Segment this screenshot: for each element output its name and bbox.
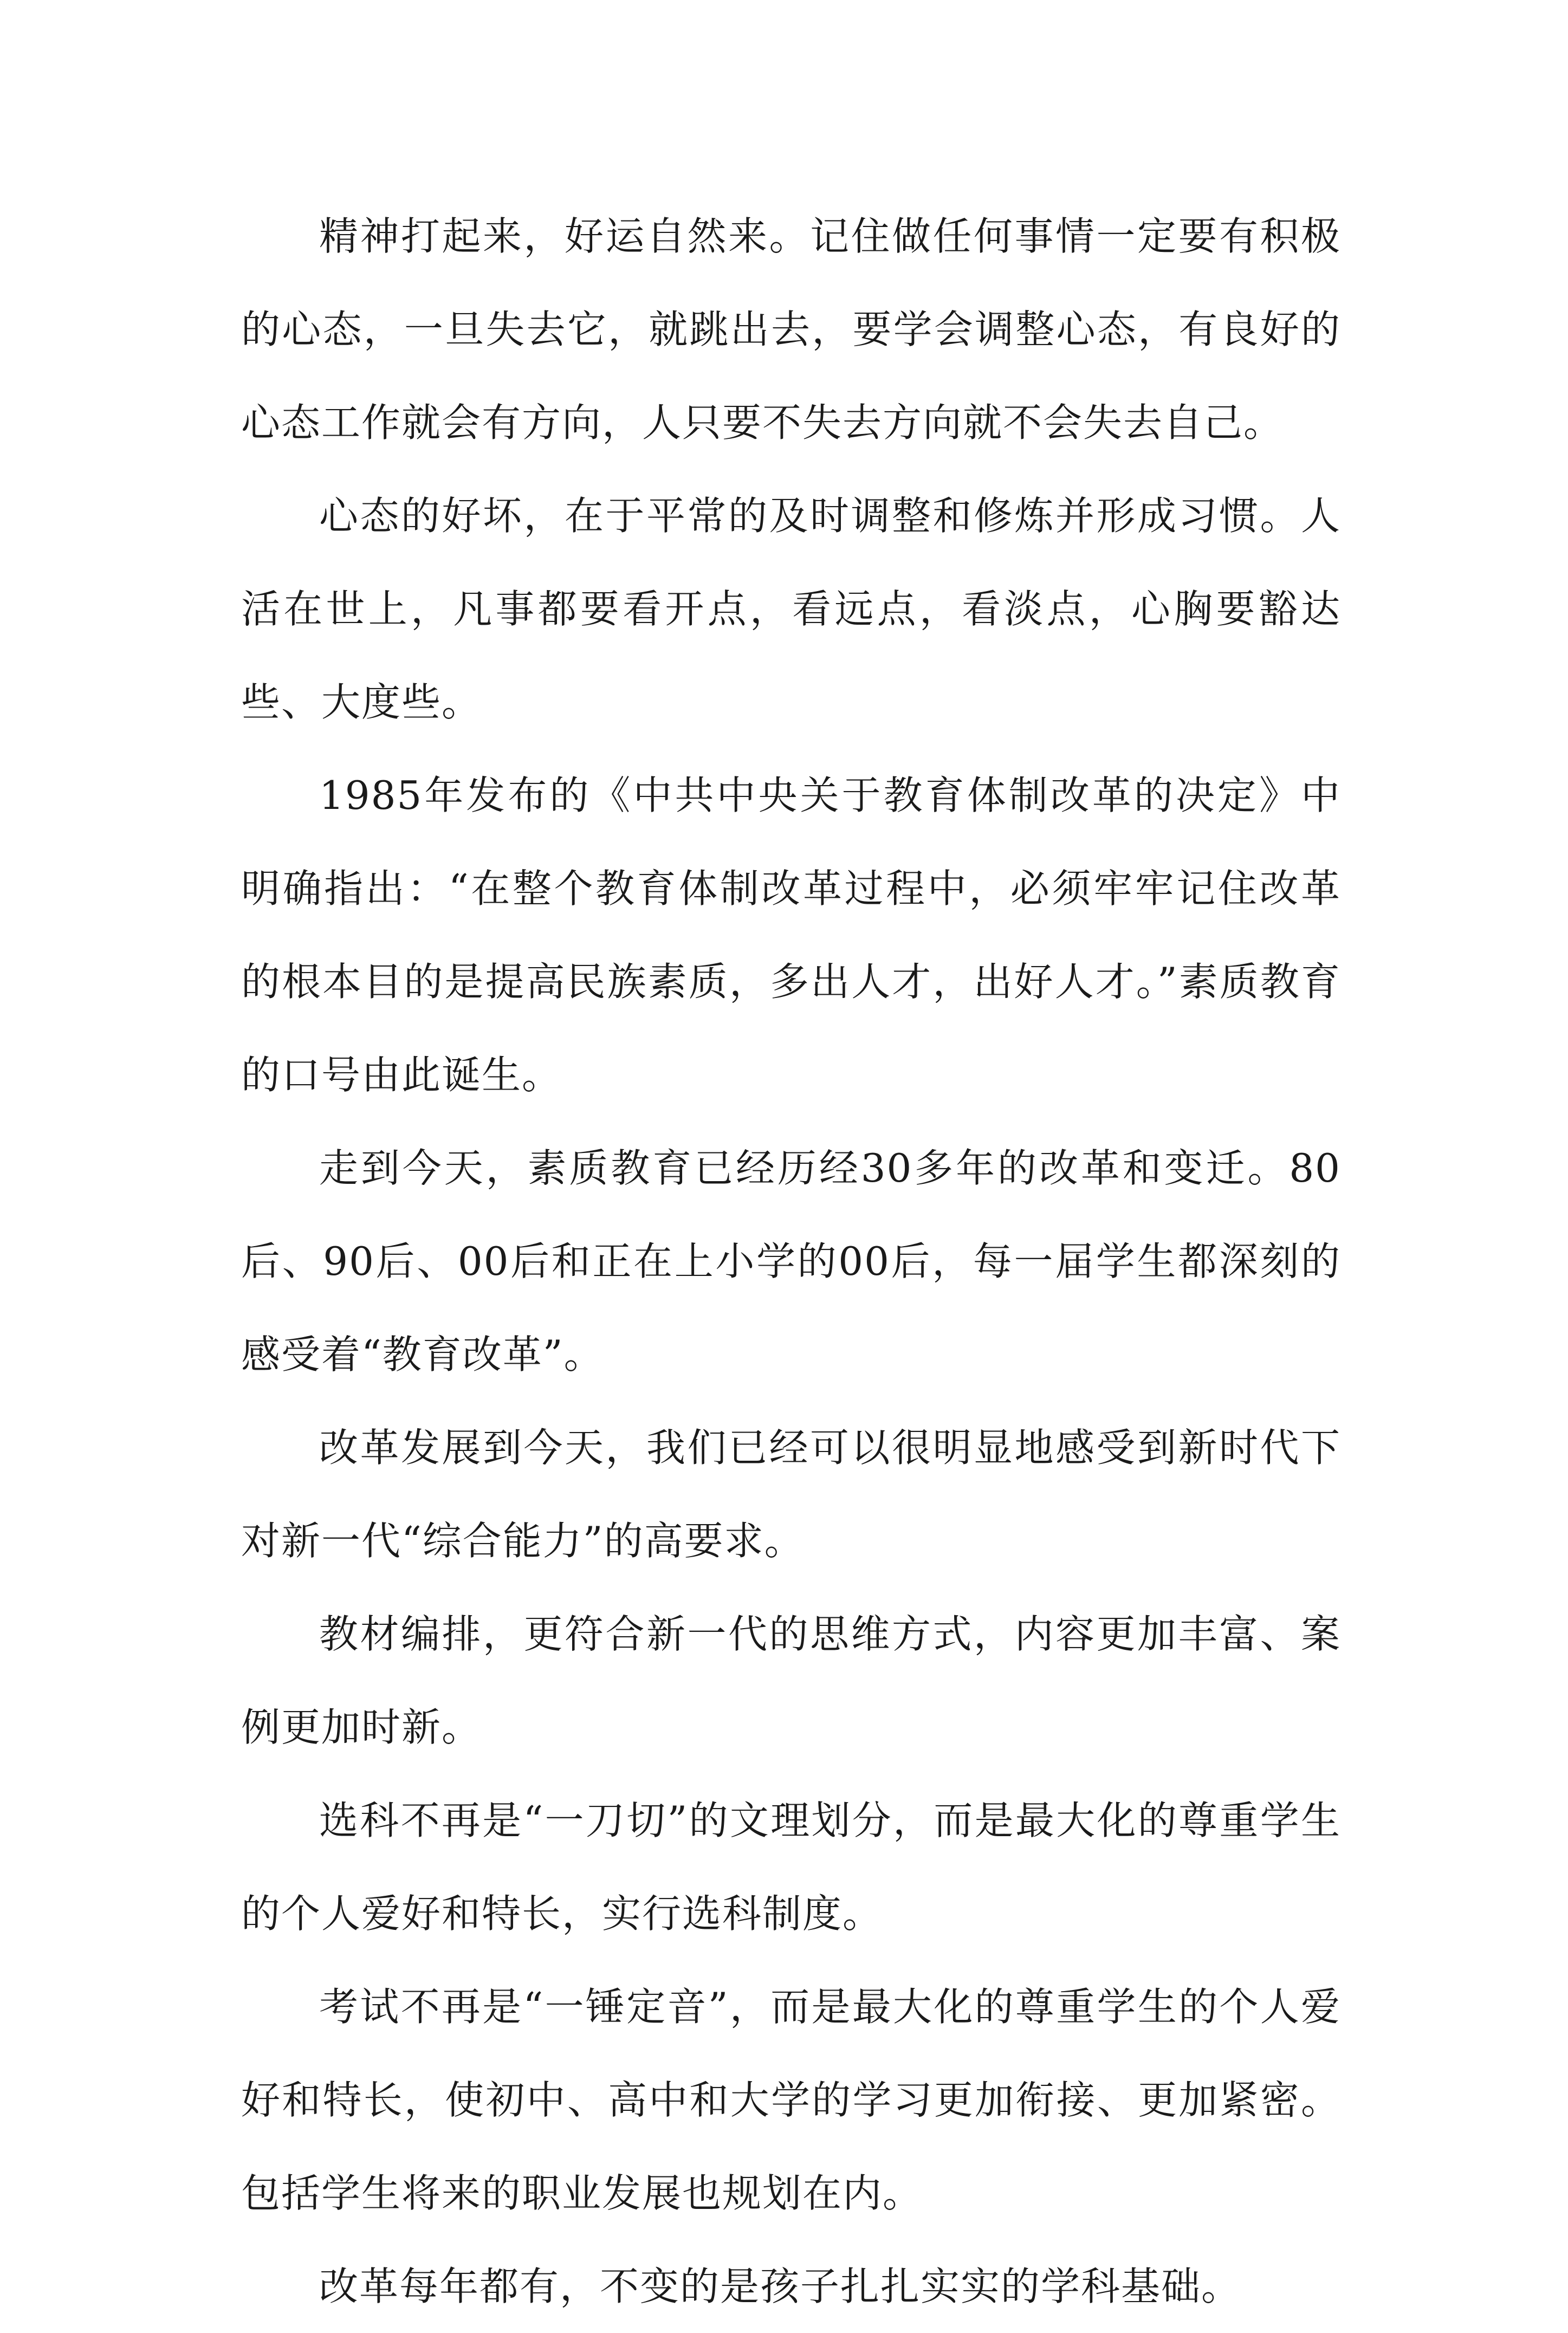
document-body	[241, 190, 1341, 2333]
paragraph: 心态的好坏，在于平常的及时调整和修炼并形成习惯。人活在世上，凡事都要看开点，看远点，看淡点，心胸要豁达些、大度些。	[241, 493, 1341, 725]
paragraph: 走到今天，素质教育已经历经30多年的改革和变迁。80后、90后、00后和正在上小学的00后，每一届学生都深刻的感受着“教育改革”。	[241, 1145, 1341, 1377]
paragraph: 选科不再是“一刀切”的文理划分，而是最大化的尊重学生的个人爱好和特长，实行选科制度。	[241, 1798, 1341, 1936]
paragraph: 教材编排，更符合新一代的思维方式，内容更加丰富、案例更加时新。	[241, 1611, 1341, 1750]
paragraph: 考试不再是“一锤定音”，而是最大化的尊重学生的个人爱好和特长，使初中、高中和大学的学习更加衔接、更加紧密。包括学生将来的职业发展也规划在内。	[241, 1984, 1341, 2216]
paragraph: 1985年发布的《中共中央关于教育体制改革的决定》中明确指出：“在整个教育体制改革过程中，必须牢牢记住改革的根本目的是提高民族素质，多出人才，出好人才。”素质教育的口号由此诞生。	[241, 773, 1341, 1098]
paragraph: 改革发展到今天，我们已经可以很明显地感受到新时代下对新一代“综合能力”的高要求。	[241, 1425, 1341, 1564]
paragraph: 改革每年都有，不变的是孩子扎扎实实的学科基础。	[319, 2264, 1242, 2309]
paragraph: 精神打起来，好运自然来。记住做任何事情一定要有积极的心态，一旦失去它，就跳出去，要学会调整心态，有良好的心态工作就会有方向，人只要不失去方向就不会失去自己。	[241, 213, 1341, 445]
